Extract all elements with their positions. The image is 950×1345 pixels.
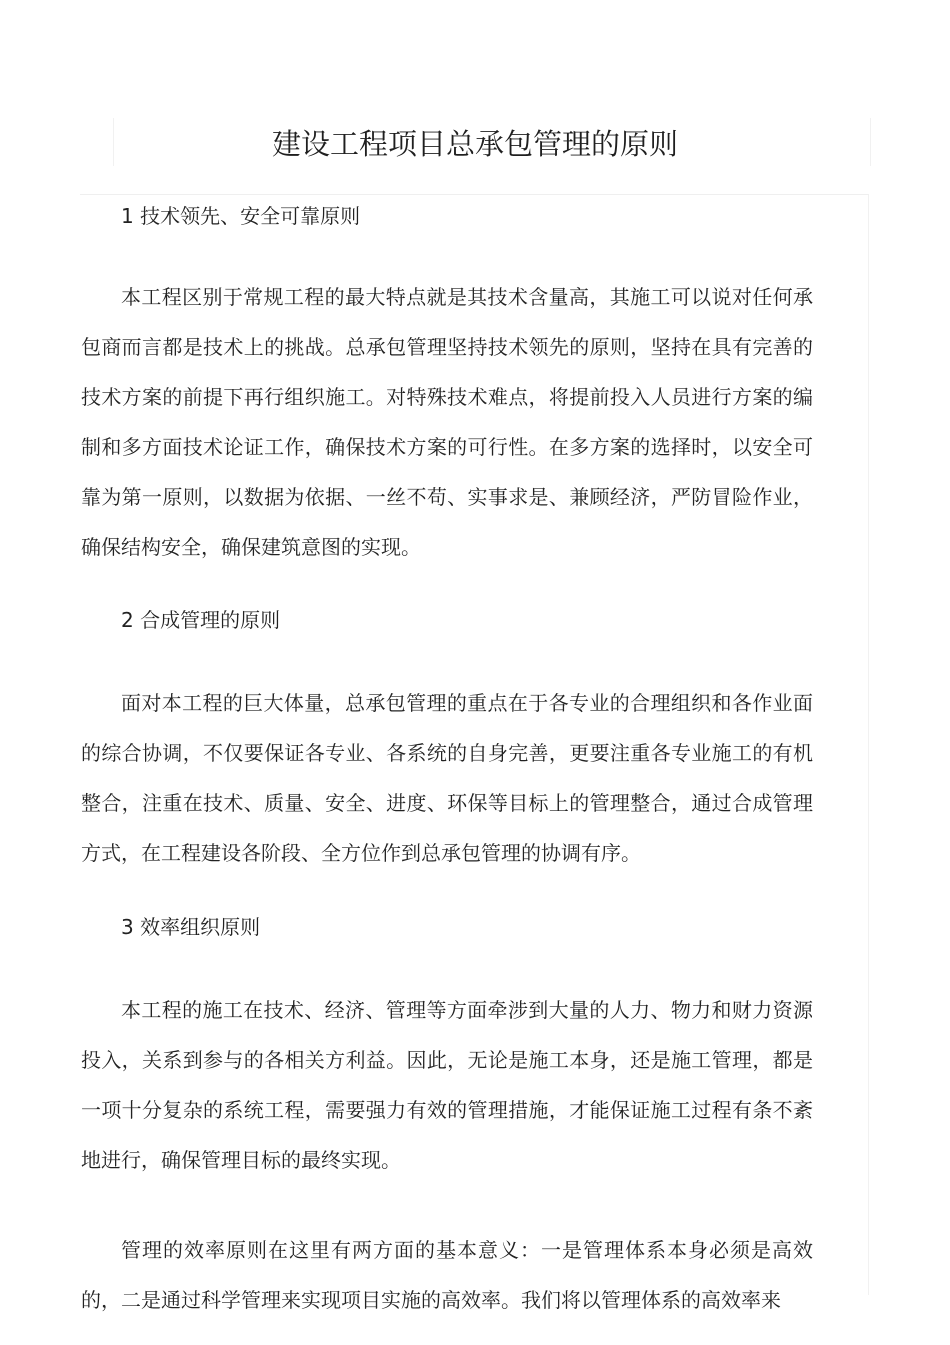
section-heading-1: 1 技术领先、安全可靠原则 xyxy=(121,204,361,228)
document-body xyxy=(81,198,813,1325)
document-title: 建设工程项目总承包管理的原则 xyxy=(271,127,678,161)
section-heading-3: 3 效率组织原则 xyxy=(121,915,261,939)
section-heading-2: 2 合成管理的原则 xyxy=(121,608,281,632)
section-2-paragraph-1: 面对本工程的巨大体量，总承包管理的重点在于各专业的合理组织和各作业面的综合协调，不仅要保证各专业、各系统的自身完善，更要注重各专业施工的有机整合，注重在技术、质量、安全、进度、环保等目标上的管理整合，通过合成管理方式，在工程建设各阶段、全方位作到总承包管理的协调有序。 xyxy=(81,691,813,865)
section-3-paragraph-2: 管理的效率原则在这里有两方面的基本意义：一是管理体系本身必须是高效的，二是通过科学管理来实现项目实施的高效率。我们将以管理体系的高效率来 xyxy=(81,1238,813,1312)
section-3-paragraph-1: 本工程的施工在技术、经济、管理等方面牵涉到大量的人力、物力和财力资源投入，关系到参与的各相关方利益。因此，无论是施工本身，还是施工管理，都是一项十分复杂的系统工程，需要强力有效的管理措施，才能保证施工过程有条不紊地进行，确保管理目标的最终实现。 xyxy=(81,998,813,1172)
section-1-paragraph-1: 本工程区别于常规工程的最大特点就是其技术含量高，其施工可以说对任何承包商而言都是技术上的挑战。总承包管理坚持技术领先的原则，坚持在具有完善的技术方案的前提下再行组织施工。对特殊技术难点，将提前投入人员进行方案的编制和多方面技术论证工作，确保技术方案的可行性。在多方案的选择时，以安全可靠为第一原则，以数据为依据、一丝不苟、实事求是、兼顾经济，严防冒险作业，确保结构安全，确保建筑意图的实现。 xyxy=(81,285,813,559)
